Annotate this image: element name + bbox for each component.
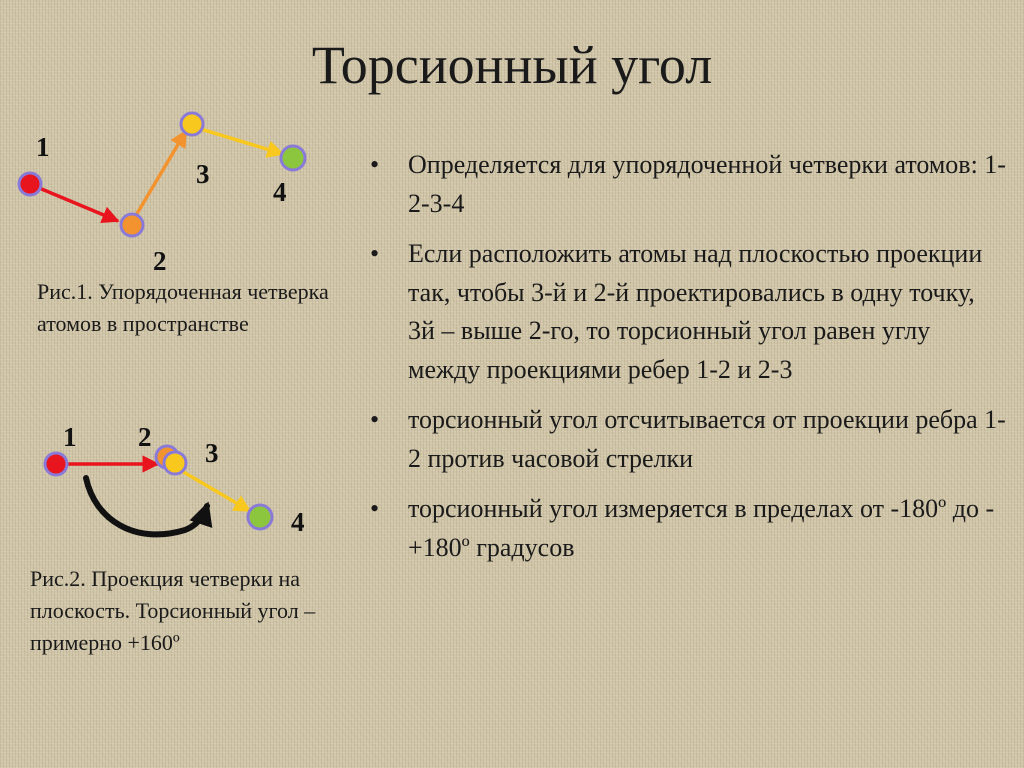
figure2-caption: Рис.2. Проекция четверки на плоскость. Торсионный угол – примерно +160º [30,566,316,655]
figure2 [45,422,305,537]
fig2-rotation-arrow [86,478,207,534]
fig1-atom-2 [121,214,143,236]
bullet-marker: • [370,150,380,179]
fig2-atom-4 [248,505,272,529]
bullet-item [368,490,1008,567]
bullet-marker: • [370,239,380,268]
bullet-item [368,146,1008,223]
fig2-bond-3-4 [180,470,250,511]
fig1-label-2: 2 [153,246,167,276]
fig2-atom-1 [45,453,67,475]
fig1-atom-4 [281,146,305,170]
bullet-marker: • [370,405,380,434]
fig1-bond-3-4 [194,127,283,154]
fig2-label-1: 1 [63,422,77,452]
fig1-label-3: 3 [196,159,210,189]
slide-title: Торсионный угол [311,35,713,95]
bullet-item [368,401,1008,478]
bullet-list [368,146,1008,579]
fig1-bond-2-3 [135,131,186,217]
figure1 [19,113,305,276]
fig1-atom-3 [181,113,203,135]
fig1-bond-1-2 [32,185,118,221]
bullet-item [368,235,1008,389]
fig1-label-4: 4 [273,177,287,207]
figure1-caption: Рис.1. Упорядоченная четверка атомов в пространстве [37,279,329,336]
fig1-atom-1 [19,173,41,195]
bullet-text: Определяется для упорядоченной четверки атомов: 1-2-3-4 [408,150,1006,218]
bullet-marker: • [370,494,380,523]
bullet-text: торсионный угол отсчитывается от проекции ребра 1-2 против часовой стрелки [408,405,1006,473]
fig2-label-4: 4 [291,507,305,537]
fig2-atom-3 [164,452,186,474]
bullet-text: торсионный угол измеряется в пределах от -180º до -+180º градусов [408,494,995,562]
bullet-text: Если расположить атомы над плоскостью проекции так, чтобы 3-й и 2-й проектировались в одну точку, 3й – выше 2-го, то торсионный угол равен углу между проекциями ребер 1-2 и 2-3 [408,239,983,384]
fig1-label-1: 1 [36,132,50,162]
fig2-label-3: 3 [205,438,219,468]
fig2-label-2: 2 [138,422,152,452]
